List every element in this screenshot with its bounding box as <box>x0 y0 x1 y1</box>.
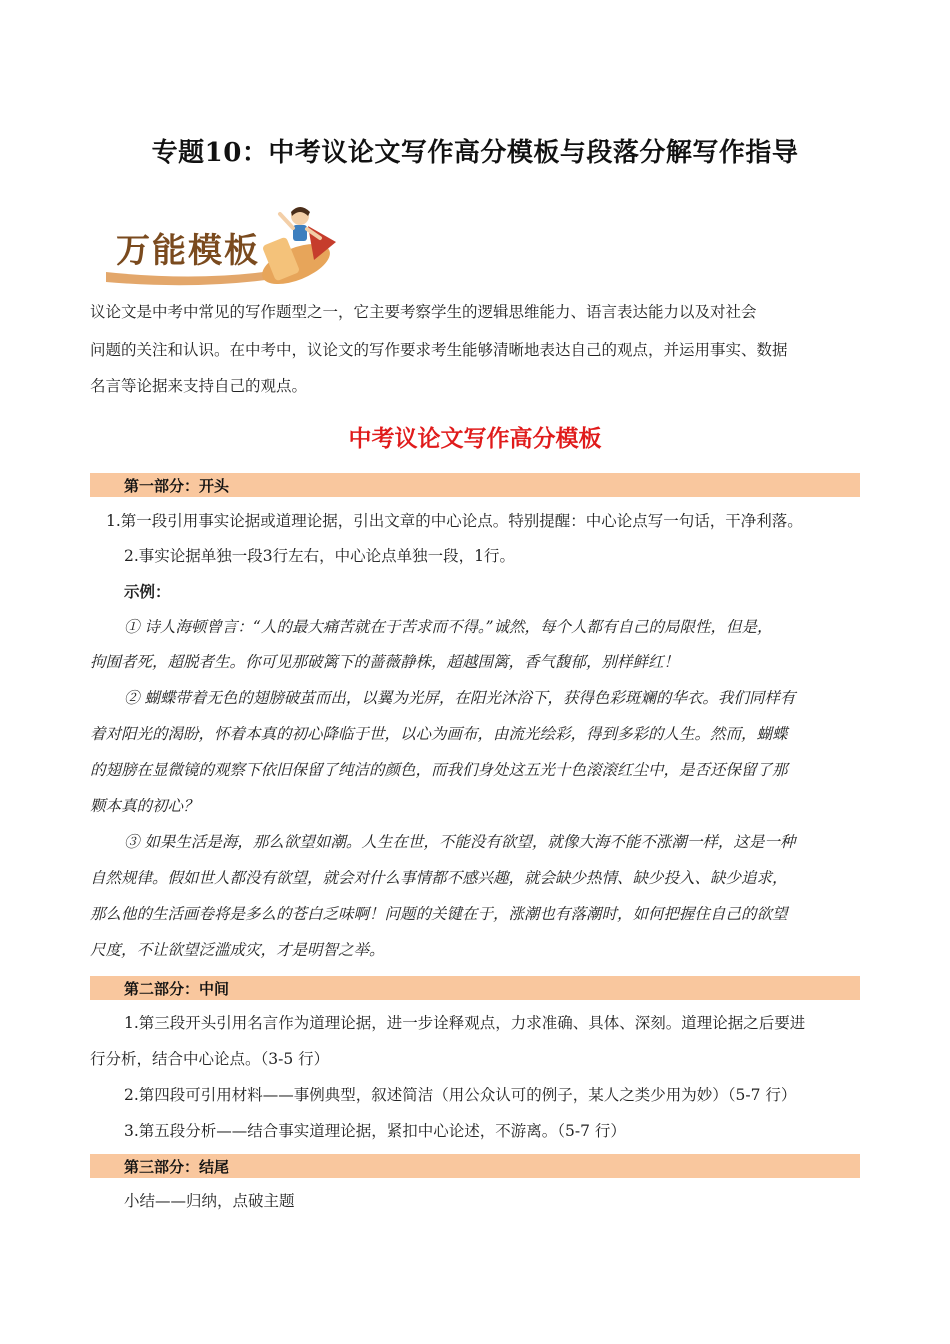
example-1-line: ① 诗人海顿曾言：“人的最大痛苦就在于苦求而不得。”诚然，每个人都有自己的局限性，但是， <box>124 618 773 636</box>
part1-heading-bar <box>90 473 860 497</box>
part2-heading: 第二部分：中间 <box>124 980 230 998</box>
part2-rule-3: 3.第五段分析——结合事实道理论据，紧扣中心论述，不游离。（5-7 行） <box>124 1122 626 1140</box>
part3-summary: 小结——归纳，点破主题 <box>124 1192 295 1210</box>
part1-rule-2: 2.事实论据单独一段3行左右，中心论点单独一段，1行。 <box>124 547 516 565</box>
example-label: 示例： <box>124 582 171 601</box>
banner-text: 万能模板 <box>116 231 260 271</box>
banner-illustration <box>100 200 340 290</box>
intro-line: 问题的关注和认识。在中考中，议论文的写作要求考生能够清晰地表达自己的观点，并运用事实、数据 <box>90 341 788 359</box>
example-3-line: 自然规律。假如世人都没有欲望，就会对什么事情都不感兴趣，就会缺少热情、缺少投入、缺少追求， <box>90 869 788 887</box>
example-3-line: 尺度，不让欲望泛滥成灾，才是明智之举。 <box>90 941 385 959</box>
example-2-line: 的翅膀在显微镜的观察下依旧保留了纯洁的颜色，而我们身处这五光十色滚滚红尘中，是否还保留了那 <box>90 761 788 779</box>
example-2-line: ② 蝴蝶带着无色的翅膀破茧而出，以翼为光屏，在阳光沐浴下，获得色彩斑斓的华衣。我们同样有 <box>124 689 796 707</box>
example-2-line: 颗本真的初心？ <box>90 797 199 815</box>
example-2-line: 着对阳光的渴盼，怀着本真的初心降临于世，以心为画布，由流光绘彩，得到多彩的人生。然而，蝴蝶 <box>90 725 788 743</box>
part3-heading: 第三部分：结尾 <box>124 1158 230 1176</box>
part1-heading: 第一部分：开头 <box>124 477 230 495</box>
part3-heading-bar <box>90 1154 860 1178</box>
example-3-line: 那么他的生活画卷将是多么的苍白乏味啊！问题的关键在于，涨潮也有落潮时，如何把握住自己的欲望 <box>90 905 788 923</box>
example-3-line: ③ 如果生活是海，那么欲望如潮。人生在世，不能没有欲望，就像大海不能不涨潮一样，这是一种 <box>124 833 796 851</box>
part2-rule-1: 1.第三段开头引用名言作为道理论据，进一步诠释观点，力求准确、具体、深刻。道理论据之后要进 <box>124 1014 806 1032</box>
page-title: 专题10：中考议论文写作高分模板与段落分解写作指导 <box>151 138 799 168</box>
part2-rule-2: 2.第四段可引用材料——事例典型，叙述简洁（用公众认可的例子，某人之类少用为妙）（5-7 行） <box>124 1086 797 1104</box>
part2-heading-bar <box>90 976 860 1000</box>
section-subtitle: 中考议论文写作高分模板 <box>348 425 602 452</box>
example-1-line: 拘囿者死，超脱者生。你可见那破篱下的蔷薇静株，超越围篱，香气馥郁，别样鲜红！ <box>90 653 680 671</box>
intro-line: 名言等论据来支持自己的观点。 <box>90 377 308 395</box>
part1-rule-1: 1.第一段引用事实论据或道理论据，引出文章的中心论点。特别提醒：中心论点写一句话，干净利落。 <box>106 512 803 530</box>
intro-line: 议论文是中考中常见的写作题型之一，它主要考察学生的逻辑思维能力、语言表达能力以及对社会 <box>90 303 757 321</box>
part2-rule-1: 行分析，结合中心论点。（3-5 行） <box>90 1050 330 1068</box>
